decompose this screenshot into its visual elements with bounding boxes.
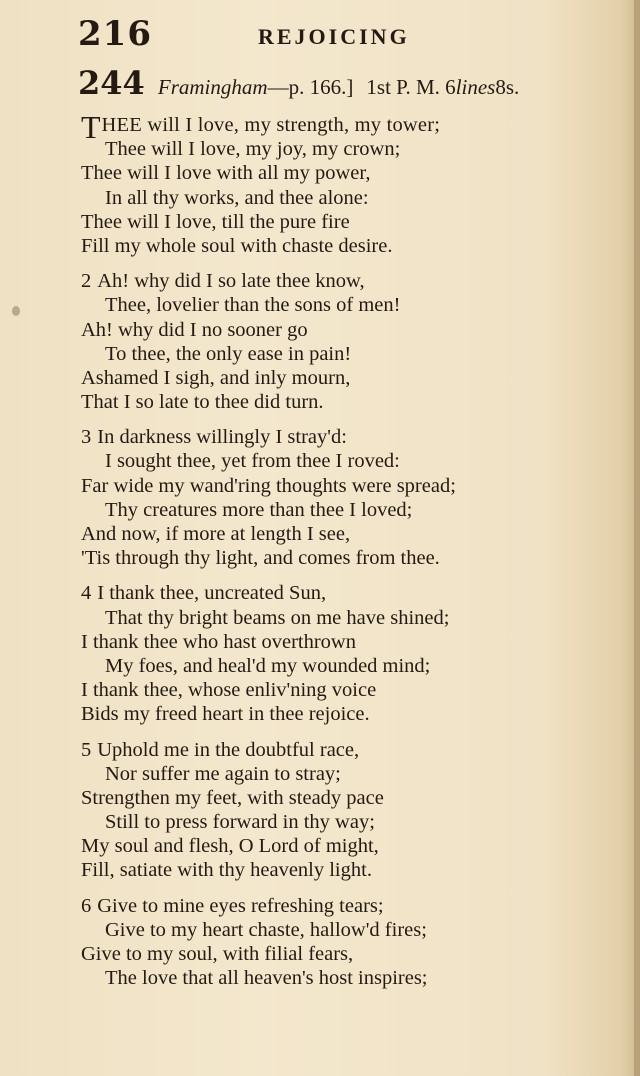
meter-syllables: 8s. — [495, 75, 520, 99]
verse-line: In all thy works, and thee alone: — [105, 186, 369, 209]
verse-line: Strengthen my feet, with steady pace — [81, 786, 384, 809]
stanza-3 — [81, 425, 601, 570]
verse-line: Still to press forward in thy way; — [105, 811, 375, 834]
verse-line: Thee will I love with all my power, — [81, 162, 371, 185]
verse-line: Bids my freed heart in thee rejoice. — [81, 703, 370, 726]
tune-page-reference: —p. 166.] — [267, 75, 354, 99]
stanza-6 — [81, 894, 601, 991]
verse-line: 4 I thank thee, uncreated Sun, — [81, 582, 327, 605]
verse-line: Fill, satiate with thy heavenly light. — [81, 859, 372, 882]
verse-line: Thee will I love, my joy, my crown; — [105, 138, 401, 161]
verse-line: My soul and flesh, O Lord of might, — [81, 835, 379, 858]
stanza-number: 2 — [81, 270, 92, 293]
stanza-4 — [81, 581, 601, 726]
verse-line: My foes, and heal'd my wounded mind; — [105, 654, 431, 677]
paper-stain — [12, 306, 20, 316]
hymn-heading — [78, 64, 628, 104]
stanza-number: 5 — [81, 738, 92, 761]
verse-line: Ah! why did I no sooner go — [81, 318, 308, 341]
verse-line: Thee, lovelier than the sons of men! — [105, 294, 401, 317]
verse-line: 3 In darkness willingly I stray'd: — [81, 426, 347, 449]
stanza-number: 4 — [81, 582, 92, 605]
verse-line: Give to my soul, with filial fears, — [81, 943, 354, 965]
running-title: REJOICING — [258, 24, 410, 49]
stanza-number: 3 — [81, 426, 92, 449]
verse-line: 'Tis through thy light, and comes from thee. — [81, 547, 440, 570]
verse-line: I thank thee who hast overthrown — [81, 630, 356, 653]
verse-line: 2 Ah! why did I so late thee know, — [81, 270, 365, 293]
verse-line: The love that all heaven's host inspires; — [105, 967, 428, 990]
hymn-number: 244 — [78, 64, 145, 102]
verse-line: 5 Uphold me in the doubtful race, — [81, 738, 360, 761]
verse-line: 6 Give to mine eyes refreshing tears; — [81, 894, 384, 917]
verse-line: Fill my whole soul with chaste desire. — [81, 234, 393, 257]
verse-line: I thank thee, whose enliv'ning voice — [81, 679, 377, 702]
verse-line: Ashamed I sigh, and inly mourn, — [81, 366, 351, 389]
verse-line: To thee, the only ease in pain! — [105, 342, 352, 365]
verse-line: And now, if more at length I see, — [81, 523, 351, 545]
verse-line: Thee will I love, till the pure fire — [81, 210, 350, 233]
stanza-5 — [81, 738, 601, 883]
verse-line: That thy bright beams on me have shined; — [105, 606, 450, 629]
page-header — [78, 14, 618, 58]
hymn-text — [81, 109, 601, 1001]
meter-lines: lines — [455, 75, 496, 99]
verse-line: Give to my heart chaste, hallow'd fires; — [105, 918, 427, 941]
verse-line: That I so late to thee did turn. — [81, 391, 324, 414]
stanza-number: 6 — [81, 894, 92, 917]
page-gutter-edge — [634, 0, 640, 1076]
verse-line: Far wide my wand'ring thoughts were spread; — [81, 474, 456, 497]
verse-line: Nor suffer me again to stray; — [105, 762, 341, 785]
stanza-1 — [81, 109, 601, 258]
meter: 1st P. M. 6 — [366, 75, 456, 99]
drop-cap: T — [81, 109, 101, 145]
stanza-2 — [81, 269, 601, 414]
verse-line: THEE will I love, my strength, my tower; — [81, 109, 441, 145]
tune-name: Framingham — [157, 75, 268, 99]
page-number: 216 — [78, 14, 152, 54]
verse-line: Thy creatures more than thee I loved; — [105, 498, 413, 521]
verse-line: I sought thee, yet from thee I roved: — [105, 450, 400, 473]
